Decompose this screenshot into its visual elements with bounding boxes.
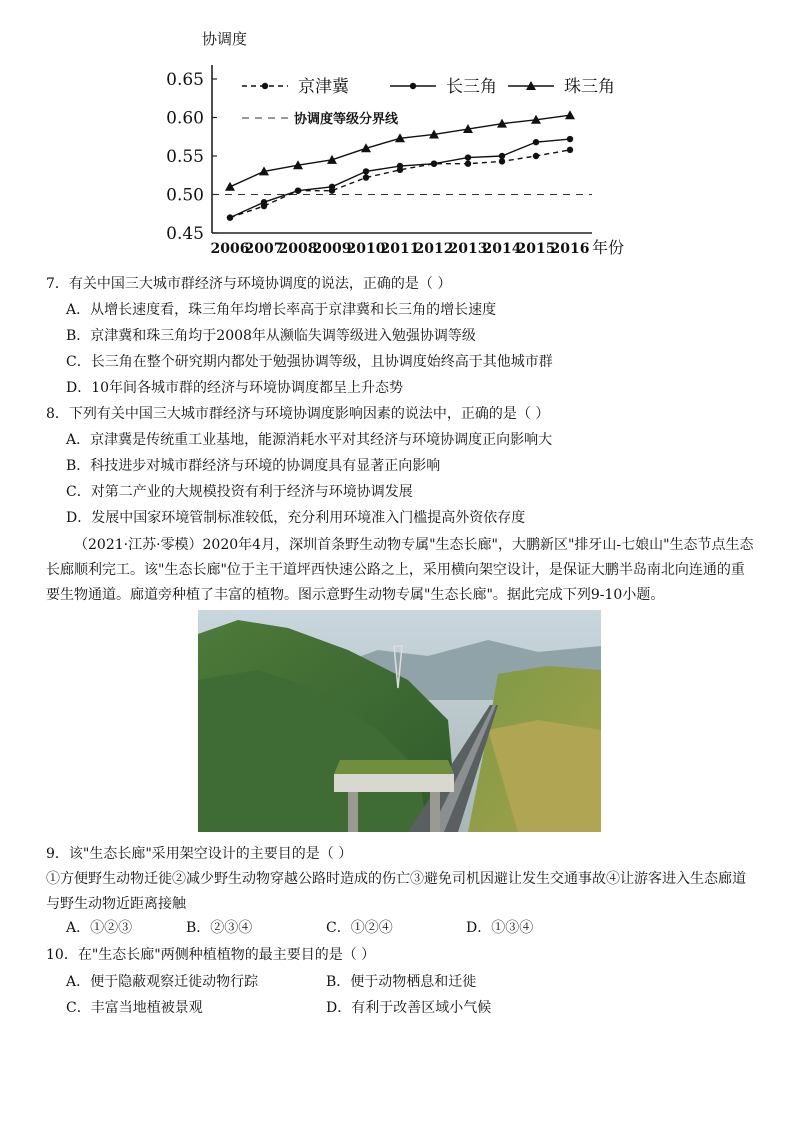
chart-marks <box>212 110 592 221</box>
q10-stem: 10．在"生态长廊"两侧种植植物的最主要目的是（ ） <box>46 947 376 963</box>
series-3-point <box>225 182 235 191</box>
series-2-point <box>227 214 233 220</box>
q10-option-b: B．便于动物栖息和迁徙 <box>326 974 477 990</box>
chart-axes <box>166 30 624 257</box>
series-2-point <box>499 153 505 159</box>
x-tick-label: 2010 <box>346 241 386 257</box>
q8-option-a: A．京津冀是传统重工业基地，能源消耗水平对其经济与环境协调度正向影响大 <box>66 432 553 448</box>
series-2-point <box>533 139 539 145</box>
q7-option-a: A．从增长速度看，珠三角年均增长率高于京津冀和长三角的增长速度 <box>66 302 497 318</box>
series-line-2 <box>230 139 570 218</box>
legend-label-3: 珠三角 <box>564 77 615 97</box>
coordination-line-chart <box>160 28 640 260</box>
y-tick-label: 0.45 <box>166 224 204 244</box>
q9-stem: 9．该"生态长廊"采用架空设计的主要目的是（ ） <box>46 846 353 862</box>
series-2-point <box>329 184 335 190</box>
q9-option-b: B．②③④ <box>186 920 253 936</box>
q7-stem: 7．有关中国三大城市群经济与环境协调度的说法，正确的是（ ） <box>46 276 452 292</box>
chart-legend <box>242 76 615 127</box>
series-1-point <box>465 161 471 167</box>
x-tick-label: 2012 <box>414 241 454 257</box>
series-2-point <box>295 187 301 193</box>
x-tick-label: 2011 <box>380 241 420 257</box>
series-1-point <box>363 174 369 180</box>
y-tick-label: 0.60 <box>166 108 204 129</box>
series-3-point <box>565 110 575 119</box>
x-tick-label: 2006 <box>210 241 250 257</box>
series-2-point <box>261 199 267 205</box>
q10-option-d: D．有利于改善区域小气候 <box>326 1000 492 1016</box>
q8-option-b: B．科技进步对城市群经济与环境的协调度具有显著正向影响 <box>66 458 441 474</box>
q8-option-c: C．对第二产业的大规模投资有利于经济与环境协调发展 <box>66 484 413 500</box>
series-2-point <box>397 163 403 169</box>
series-2-point <box>567 136 573 142</box>
series-2-point <box>465 154 471 160</box>
passage-text: （2021·江苏·零模）2020年4月，深圳首条野生动物专属"生态长廊"，大鹏新区"排牙山-七娘山"生态节点生态长廊顺利完工。该"生态长廊"位于主干道坪西快速公路之上，采用横向架空设计，是保证大鹏半岛南北向连通的重要生物通道。廊道旁种植了丰富的植物。图示意野生动物专属"生态长廊"。据此完成下列9-10小题。 <box>46 537 754 603</box>
q9-option-d: D．①③④ <box>466 920 534 936</box>
x-tick-label: 2009 <box>312 241 352 257</box>
x-tick-label: 2008 <box>278 241 318 257</box>
legend-marker-2 <box>410 83 416 89</box>
x-tick-label: 2015 <box>516 241 556 257</box>
legend-threshold-label: 协调度等级分界线 <box>294 112 399 127</box>
q8-stem: 8．下列有关中国三大城市群经济与环境协调度影响因素的说法中，正确的是（ ） <box>46 406 550 422</box>
x-tick-label: 2014 <box>482 241 522 257</box>
legend-marker-1 <box>262 83 268 89</box>
q7-option-c: C．长三角在整个研究期内都处于勉强协调等级，且协调度始终高于其他城市群 <box>66 354 553 370</box>
x-axis-title: 年份 <box>592 238 625 257</box>
q7-option-d: D．10年间各城市群的经济与环境协调度都呈上升态势 <box>66 380 404 396</box>
series-2-point <box>431 161 437 167</box>
x-tick-label: 2013 <box>448 241 488 257</box>
series-1-point <box>533 153 539 159</box>
q9-statements: ①方便野生动物迁徙②减少野生动物穿越公路时造成的伤亡③避免司机因避让发生交通事故④让游客进入生态廊道与野生动物近距离接触 <box>46 871 746 912</box>
series-2-point <box>363 168 369 174</box>
q8-option-d: D．发展中国家环境管制标准较低，充分利用环境准入门槛提高外资依存度 <box>66 510 526 526</box>
q9-option-a: A．①②③ <box>66 920 133 936</box>
q9-option-c: C．①②④ <box>326 920 393 936</box>
y-tick-label: 0.50 <box>166 185 204 206</box>
y-tick-label: 0.55 <box>166 147 204 167</box>
y-axis-title: 协调度 <box>202 30 248 48</box>
y-tick-label: 0.65 <box>166 70 204 90</box>
legend-label-2: 长三角 <box>446 77 497 97</box>
series-1-point <box>567 147 573 153</box>
q7-option-b: B．京津冀和珠三角均于2008年从濒临失调等级进入勉强协调等级 <box>66 328 476 344</box>
series-line-3 <box>230 115 570 187</box>
q10-option-a: A．便于隐蔽观察迁徙动物行踪 <box>66 974 259 990</box>
legend-label-1: 京津冀 <box>298 77 349 97</box>
x-tick-label: 2007 <box>244 241 284 257</box>
x-tick-label: 2016 <box>550 241 590 257</box>
series-line-1 <box>230 150 570 218</box>
q10-option-c: C．丰富当地植被景观 <box>66 1000 203 1016</box>
eco-corridor-photo <box>198 610 601 832</box>
